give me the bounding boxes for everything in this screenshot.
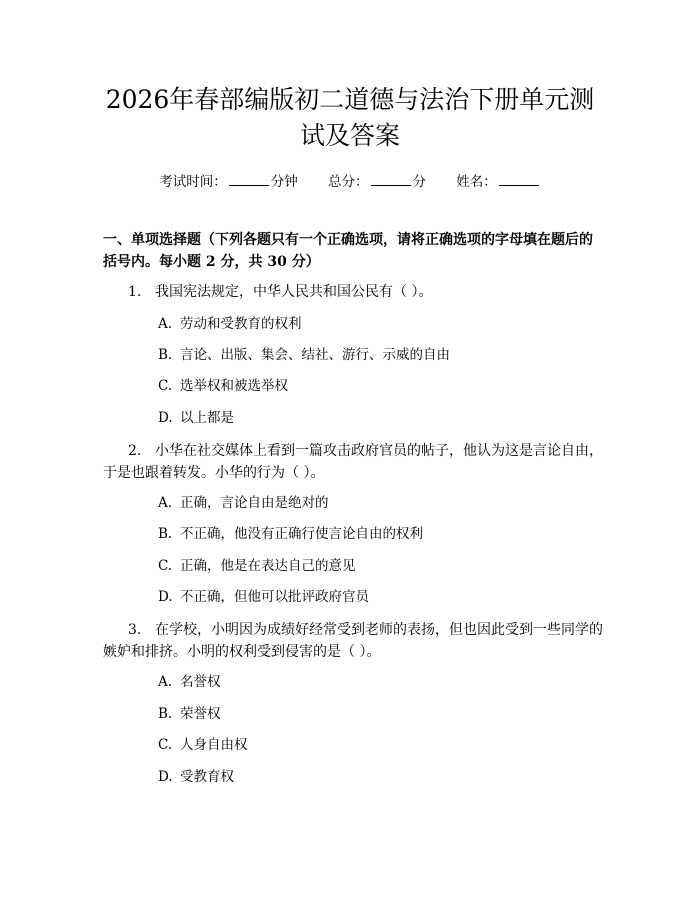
option-text: 荣誉权 [180, 706, 221, 722]
option-letter: A. [158, 316, 173, 332]
time-blank [229, 173, 269, 186]
exam-score [328, 170, 426, 190]
question-1-option-a [158, 314, 302, 334]
option-letter: C. [158, 737, 173, 753]
question-number: 3. [128, 622, 142, 638]
question-text: 我国宪法规定，中华人民共和国公民有（ ）。 [155, 284, 433, 300]
name-blank [499, 173, 539, 186]
option-text: 以上都是 [180, 410, 234, 426]
option-text: 正确，他是在表达自己的意见 [180, 558, 356, 574]
question-3-option-a [158, 672, 221, 692]
option-text: 劳动和受教育的权利 [180, 316, 302, 332]
option-text: 不正确，但他可以批评政府官员 [180, 589, 369, 605]
question-number: 2. [128, 443, 142, 459]
exam-meta [0, 170, 700, 190]
title-line-2: 试及答案 [299, 121, 400, 150]
question-2-option-a [158, 493, 329, 513]
question-3-option-c [158, 735, 248, 755]
option-text: 选举权和被选举权 [180, 378, 288, 394]
question-2-option-b [158, 524, 423, 544]
title-line-1: 2026年春部编版初二道德与法治下册单元测 [105, 85, 595, 114]
exam-time [159, 170, 298, 190]
option-letter: B. [158, 347, 173, 363]
question-1 [103, 281, 603, 303]
student-name [456, 170, 541, 190]
question-2-option-d [158, 587, 369, 607]
option-letter: B. [158, 526, 173, 542]
score-unit: 分 [412, 174, 426, 190]
time-unit: 分钟 [270, 174, 298, 190]
question-1-option-c [158, 376, 288, 396]
question-2-option-c [158, 556, 356, 576]
option-text: 不正确，他没有正确行使言论自由的权利 [180, 526, 423, 542]
question-number: 1. [128, 284, 142, 300]
score-blank [371, 173, 411, 186]
score-label: 总分： [328, 174, 369, 190]
question-text: 小华在社交媒体上看到一篇攻击政府官员的帖子，他认为这是言论自由，于是也跟着转发。小华的行为（ ）。 [103, 443, 603, 481]
question-3-option-d [158, 767, 234, 787]
option-letter: C. [158, 558, 173, 574]
option-letter: A. [158, 495, 173, 511]
question-2 [103, 440, 603, 484]
option-text: 人身自由权 [180, 737, 248, 753]
question-3-option-b [158, 704, 221, 724]
option-text: 言论、出版、集会、结社、游行、示威的自由 [180, 347, 450, 363]
option-letter: A. [158, 674, 173, 690]
option-text: 受教育权 [180, 769, 234, 785]
time-label: 考试时间： [159, 174, 227, 190]
option-letter: C. [158, 378, 173, 394]
page-title [90, 82, 610, 154]
section-heading: 一、单项选择题（下列各题只有一个正确选项，请将正确选项的字母填在题后的括号内。每小题 2 分，共 30 分） [103, 232, 593, 270]
question-1-option-b [158, 345, 450, 365]
question-text: 在学校，小明因为成绩好经常受到老师的表扬，但也因此受到一些同学的嫉妒和排挤。小明的权利受到侵害的是（ ）。 [103, 622, 603, 660]
option-letter: B. [158, 706, 173, 722]
name-label: 姓名： [456, 174, 497, 190]
option-letter: D. [158, 410, 173, 426]
option-text: 正确，言论自由是绝对的 [180, 495, 329, 511]
option-letter: D. [158, 769, 173, 785]
option-letter: D. [158, 589, 173, 605]
option-text: 名誉权 [180, 674, 221, 690]
question-1-option-d [158, 408, 234, 428]
question-3 [103, 619, 603, 663]
